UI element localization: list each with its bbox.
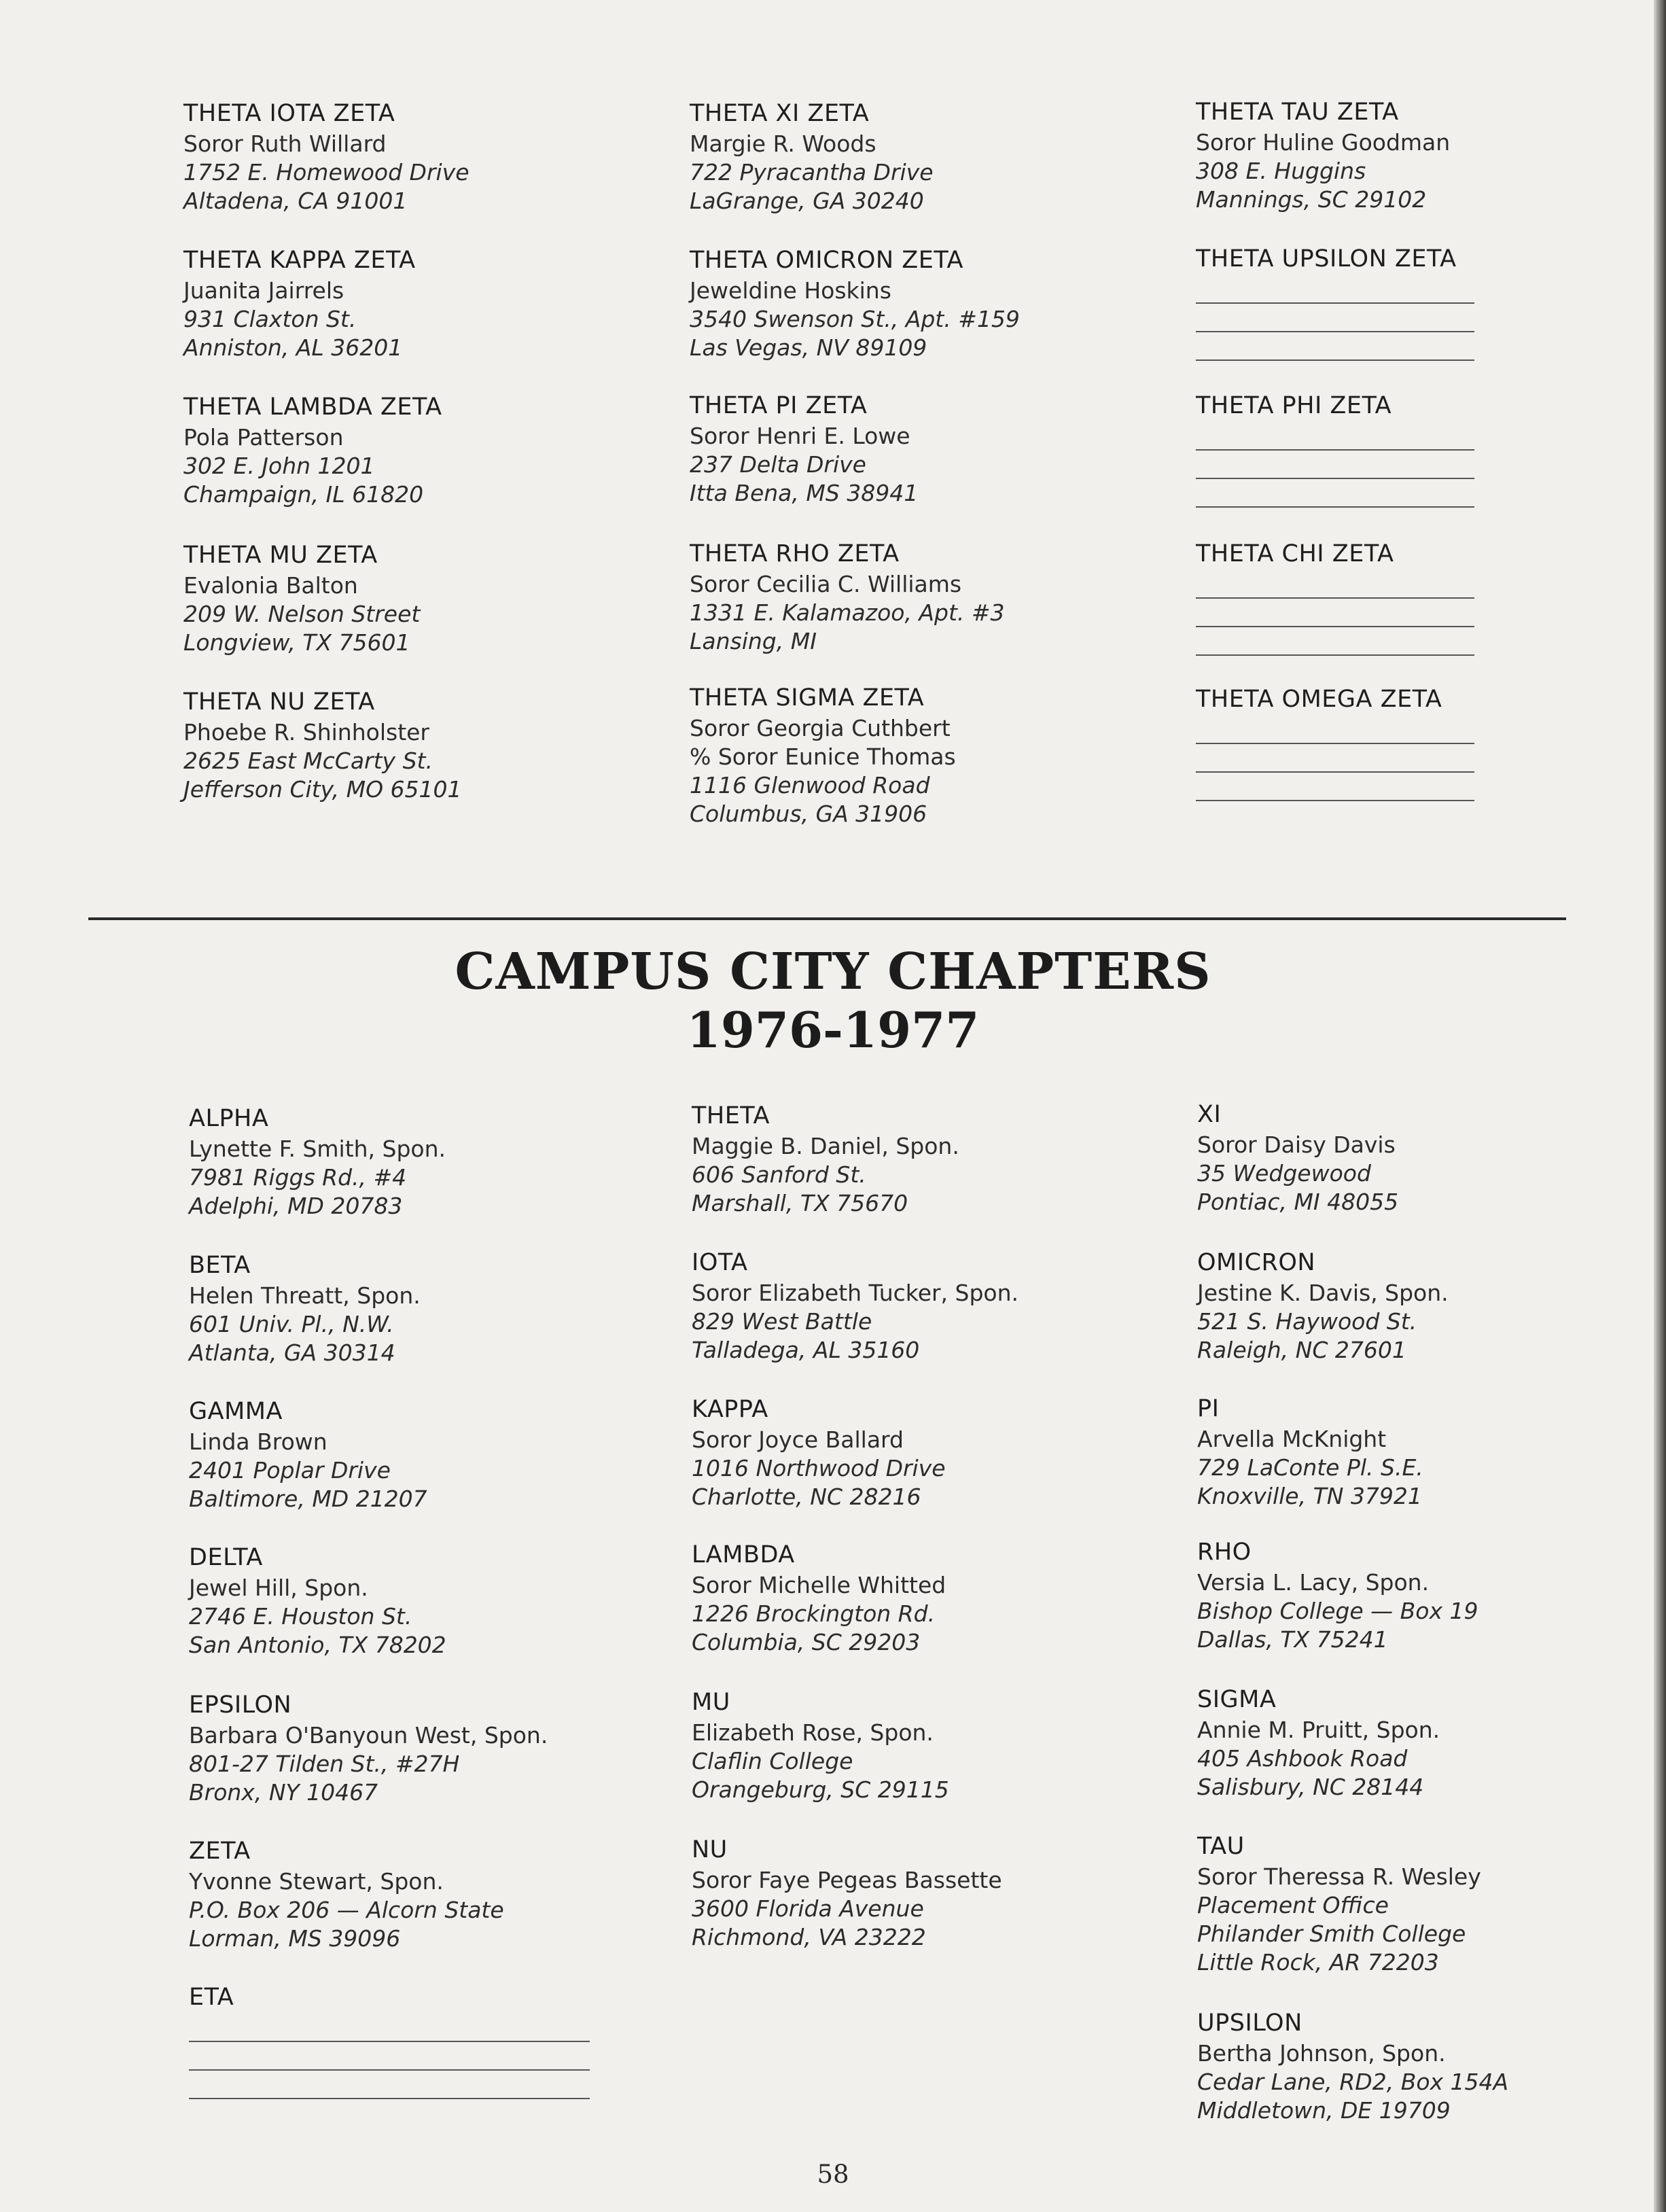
blank-line <box>1196 599 1474 627</box>
contact-name: Soror Huline Goodman <box>1196 129 1451 156</box>
chapter-name: UPSILON <box>1197 2009 1302 2037</box>
chapter-entry <box>189 1982 624 2099</box>
sponsor-name: Soror Elizabeth Tucker, Spon. <box>692 1280 1019 1306</box>
sponsor-name: Barbara O'Banyoun West, Spon. <box>189 1722 548 1749</box>
chapter-name: RHO <box>1197 1539 1252 1566</box>
address-line: Richmond, VA 23222 <box>692 1924 926 1950</box>
section-title: CAMPUS CITY CHAPTERS <box>455 943 1211 1001</box>
chapter-entry <box>183 245 618 362</box>
contact-name: Soror Georgia Cuthbert <box>690 715 951 741</box>
contact-name: Soror Ruth Willard <box>183 130 387 157</box>
chapter-name: LAMBDA <box>692 1541 795 1568</box>
contact-name: Margie R. Woods <box>690 130 876 157</box>
address-line: 2625 East McCarty St. <box>183 748 433 774</box>
contact-name: Phoebe R. Shinholster <box>183 719 430 745</box>
address-line: Las Vegas, NV 89109 <box>690 334 927 361</box>
sponsor-name: Jestine K. Davis, Spon. <box>1197 1280 1449 1306</box>
chapter-entry <box>183 392 618 509</box>
address-line: Bishop College — Box 19 <box>1197 1598 1478 1624</box>
chapter-entry <box>1197 1394 1632 1511</box>
chapter-name: XI <box>1197 1101 1222 1128</box>
address-line: Adelphi, MD 20783 <box>189 1193 403 1219</box>
blank-line <box>1196 304 1474 332</box>
chapter-entry <box>1197 1100 1632 1216</box>
chapter-entry <box>183 687 618 804</box>
chapter-name: ETA <box>189 1984 234 2011</box>
address-line: 308 E. Huggins <box>1196 158 1366 184</box>
chapter-entry <box>692 1835 1127 1952</box>
address-line: Salisbury, NC 28144 <box>1197 1774 1424 1800</box>
sponsor-name: Jewel Hill, Spon. <box>189 1575 368 1601</box>
chapter-name: THETA <box>692 1102 770 1129</box>
address-line: Cedar Lane, RD2, Box 154A <box>1197 2069 1509 2095</box>
address-line: Knoxville, TN 37921 <box>1197 1483 1422 1509</box>
address-line: 2746 E. Houston St. <box>189 1603 412 1630</box>
chapter-entry <box>1197 1831 1632 1977</box>
address-line: 7981 Riggs Rd., #4 <box>189 1164 407 1191</box>
address-line: San Antonio, TX 78202 <box>189 1632 446 1658</box>
address-line: Raleigh, NC 27601 <box>1197 1337 1406 1363</box>
chapter-name: THETA NU ZETA <box>183 688 375 716</box>
address-line: Lansing, MI <box>690 628 817 654</box>
blank-line <box>1196 332 1474 361</box>
address-line: 237 Delta Drive <box>690 451 866 478</box>
address-line: Philander Smith College <box>1197 1920 1466 1947</box>
care-of-line: % Soror Eunice Thomas <box>690 743 956 770</box>
address-line: Itta Bena, MS 38941 <box>690 480 919 506</box>
address-line: 1331 E. Kalamazoo, Apt. #3 <box>690 599 1005 626</box>
address-line: Placement Office <box>1197 1892 1389 1918</box>
contact-name: Evalonia Balton <box>183 572 358 599</box>
sponsor-name: Soror Michelle Whitted <box>692 1572 946 1598</box>
blank-line <box>1196 275 1474 304</box>
address-line: Pontiac, MI 48055 <box>1197 1189 1399 1215</box>
chapter-name: DELTA <box>189 1544 263 1571</box>
address-line: Baltimore, MD 21207 <box>189 1486 427 1512</box>
address-line: Champaign, IL 61820 <box>183 481 424 508</box>
address-line: 405 Ashbook Road <box>1197 1745 1408 1772</box>
chapter-name: NU <box>692 1836 728 1863</box>
blank-line <box>1196 422 1474 451</box>
chapter-name: THETA MU ZETA <box>183 542 378 569</box>
sponsor-name: Linda Brown <box>189 1428 327 1455</box>
blank-line <box>1196 773 1474 801</box>
chapter-name: THETA SIGMA ZETA <box>690 684 925 712</box>
address-line: Orangeburg, SC 29115 <box>692 1776 949 1803</box>
chapter-name: ALPHA <box>189 1105 269 1132</box>
contact-name: Pola Patterson <box>183 424 344 451</box>
section-divider <box>88 917 1566 920</box>
sponsor-name: Arvella McKnight <box>1197 1426 1387 1452</box>
address-line: 601 Univ. Pl., N.W. <box>189 1311 394 1337</box>
address-line: 3540 Swenson St., Apt. #159 <box>690 306 1020 332</box>
chapter-name: MU <box>692 1689 730 1716</box>
address-line: P.O. Box 206 — Alcorn State <box>189 1897 504 1923</box>
address-line: 1752 E. Homewood Drive <box>183 159 469 186</box>
blank-line <box>1196 744 1474 773</box>
address-line: 1016 Northwood Drive <box>692 1455 946 1481</box>
address-line: Altadena, CA 91001 <box>183 188 408 214</box>
sponsor-name: Annie M. Pruitt, Spon. <box>1197 1717 1440 1743</box>
chapter-entry <box>1197 1685 1632 1802</box>
address-line: Columbus, GA 31906 <box>690 801 927 827</box>
chapter-name: THETA IOTA ZETA <box>183 100 395 127</box>
address-line: 2401 Poplar Drive <box>189 1457 391 1484</box>
sponsor-name: Soror Joyce Ballard <box>692 1426 904 1453</box>
chapter-entry <box>692 1101 1127 1218</box>
address-line: 521 S. Haywood St. <box>1197 1308 1417 1335</box>
address-line: 1226 Brockington Rd. <box>692 1600 936 1627</box>
page-edge-shadow <box>1654 0 1666 2212</box>
chapter-name: THETA RHO ZETA <box>690 540 900 567</box>
chapter-entry <box>189 1543 624 1660</box>
address-line: 35 Wedgewood <box>1197 1160 1371 1187</box>
chapter-entry <box>183 99 618 215</box>
blank-line <box>1196 570 1474 599</box>
address-line: 302 E. John 1201 <box>183 453 375 479</box>
blank-line <box>1196 479 1474 508</box>
chapter-entry <box>1197 1537 1632 1654</box>
chapter-name: PI <box>1197 1395 1220 1422</box>
chapter-entry <box>1197 1248 1632 1365</box>
chapter-entry <box>1197 2008 1632 2125</box>
blank-line <box>1196 716 1474 744</box>
blank-line <box>189 2071 590 2099</box>
address-line: 3600 Florida Avenue <box>692 1895 924 1922</box>
blank-line <box>1196 451 1474 479</box>
chapter-name: THETA PI ZETA <box>690 392 868 419</box>
address-line: 801-27 Tilden St., #27H <box>189 1751 460 1777</box>
chapter-name: THETA CHI ZETA <box>1196 540 1394 567</box>
chapter-name: THETA TAU ZETA <box>1196 99 1399 126</box>
address-line: 829 West Battle <box>692 1308 872 1335</box>
chapter-entry <box>1196 539 1631 656</box>
address-line: Charlotte, NC 28216 <box>692 1484 921 1510</box>
chapter-entry <box>690 391 1124 508</box>
address-line: Longview, TX 75601 <box>183 629 410 656</box>
chapter-name: THETA KAPPA ZETA <box>183 247 416 274</box>
chapter-name: EPSILON <box>189 1691 292 1719</box>
address-line: 606 Sanford St. <box>692 1161 866 1188</box>
chapter-entry <box>189 1690 624 1807</box>
chapter-name: IOTA <box>692 1249 748 1276</box>
contact-name: Soror Cecilia C. Williams <box>690 571 962 597</box>
chapter-entry <box>1196 391 1631 508</box>
address-line: Mannings, SC 29102 <box>1196 186 1427 213</box>
address-line: 209 W. Nelson Street <box>183 601 421 627</box>
chapter-entry <box>1196 244 1631 361</box>
chapter-name: THETA LAMBDA ZETA <box>183 393 442 421</box>
chapter-entry <box>1196 684 1631 801</box>
address-line: Little Rock, AR 72203 <box>1197 1949 1439 1976</box>
chapter-name: TAU <box>1197 1833 1245 1860</box>
chapter-name: OMICRON <box>1197 1249 1316 1276</box>
chapter-entry <box>1196 97 1631 214</box>
sponsor-name: Lynette F. Smith, Spon. <box>189 1136 446 1162</box>
contact-name: Juanita Jairrels <box>183 277 344 304</box>
section-years: 1976-1977 <box>686 1001 980 1059</box>
chapter-entry <box>692 1687 1127 1804</box>
sponsor-name: Yvonne Stewart, Spon. <box>189 1868 444 1895</box>
address-line: 1116 Glenwood Road <box>690 772 930 798</box>
blank-line <box>1196 627 1474 656</box>
chapter-name: THETA OMICRON ZETA <box>690 247 963 274</box>
chapter-entry <box>690 539 1124 656</box>
address-line: 722 Pyracantha Drive <box>690 159 934 186</box>
chapter-entry <box>189 1250 624 1367</box>
chapter-name: KAPPA <box>692 1396 768 1423</box>
address-line: Claflin College <box>692 1748 853 1774</box>
address-line: Talladega, AL 35160 <box>692 1337 920 1363</box>
address-line: LaGrange, GA 30240 <box>690 188 924 214</box>
page-number: 58 <box>817 2160 849 2189</box>
sponsor-name: Soror Daisy Davis <box>1197 1131 1396 1158</box>
sponsor-name: Bertha Johnson, Spon. <box>1197 2040 1446 2067</box>
chapter-entry <box>690 683 1124 828</box>
chapter-entry <box>692 1394 1127 1511</box>
chapter-entry <box>692 1540 1127 1657</box>
address-line: Marshall, TX 75670 <box>692 1190 908 1216</box>
address-line: Atlanta, GA 30314 <box>189 1339 395 1366</box>
chapter-name: GAMMA <box>189 1398 283 1425</box>
chapter-entry <box>189 1836 624 1953</box>
address-line: 931 Claxton St. <box>183 306 357 332</box>
chapter-name: SIGMA <box>1197 1686 1277 1713</box>
blank-line <box>189 2042 590 2071</box>
chapter-name: THETA XI ZETA <box>690 100 870 127</box>
chapter-entry <box>690 99 1124 215</box>
contact-name: Soror Henri E. Lowe <box>690 423 910 449</box>
sponsor-name: Versia L. Lacy, Spon. <box>1197 1569 1430 1596</box>
sponsor-name: Elizabeth Rose, Spon. <box>692 1719 934 1746</box>
address-line: Anniston, AL 36201 <box>183 334 403 361</box>
chapter-entry <box>183 540 618 657</box>
chapter-name: ZETA <box>189 1838 251 1865</box>
address-line: Lorman, MS 39096 <box>189 1925 401 1952</box>
address-line: Middletown, DE 19709 <box>1197 2097 1451 2124</box>
address-line: Bronx, NY 10467 <box>189 1779 378 1806</box>
address-line: 729 LaConte Pl. S.E. <box>1197 1454 1423 1481</box>
chapter-name: THETA OMEGA ZETA <box>1196 686 1442 713</box>
sponsor-name: Maggie B. Daniel, Spon. <box>692 1133 959 1159</box>
chapter-name: THETA PHI ZETA <box>1196 392 1392 419</box>
address-line: Dallas, TX 75241 <box>1197 1626 1388 1653</box>
blank-line <box>189 2014 590 2042</box>
sponsor-name: Soror Theressa R. Wesley <box>1197 1863 1481 1890</box>
sponsor-name: Soror Faye Pegeas Bassette <box>692 1867 1002 1893</box>
chapter-entry <box>189 1397 624 1513</box>
chapter-name: THETA UPSILON ZETA <box>1196 245 1457 273</box>
address-line: Columbia, SC 29203 <box>692 1629 921 1655</box>
chapter-entry <box>189 1104 624 1221</box>
sponsor-name: Helen Threatt, Spon. <box>189 1282 421 1309</box>
chapter-name: BETA <box>189 1252 251 1279</box>
address-line: Jefferson City, MO 65101 <box>183 776 462 803</box>
chapter-entry <box>692 1248 1127 1365</box>
contact-name: Jeweldine Hoskins <box>690 277 891 304</box>
chapter-entry <box>690 245 1124 362</box>
